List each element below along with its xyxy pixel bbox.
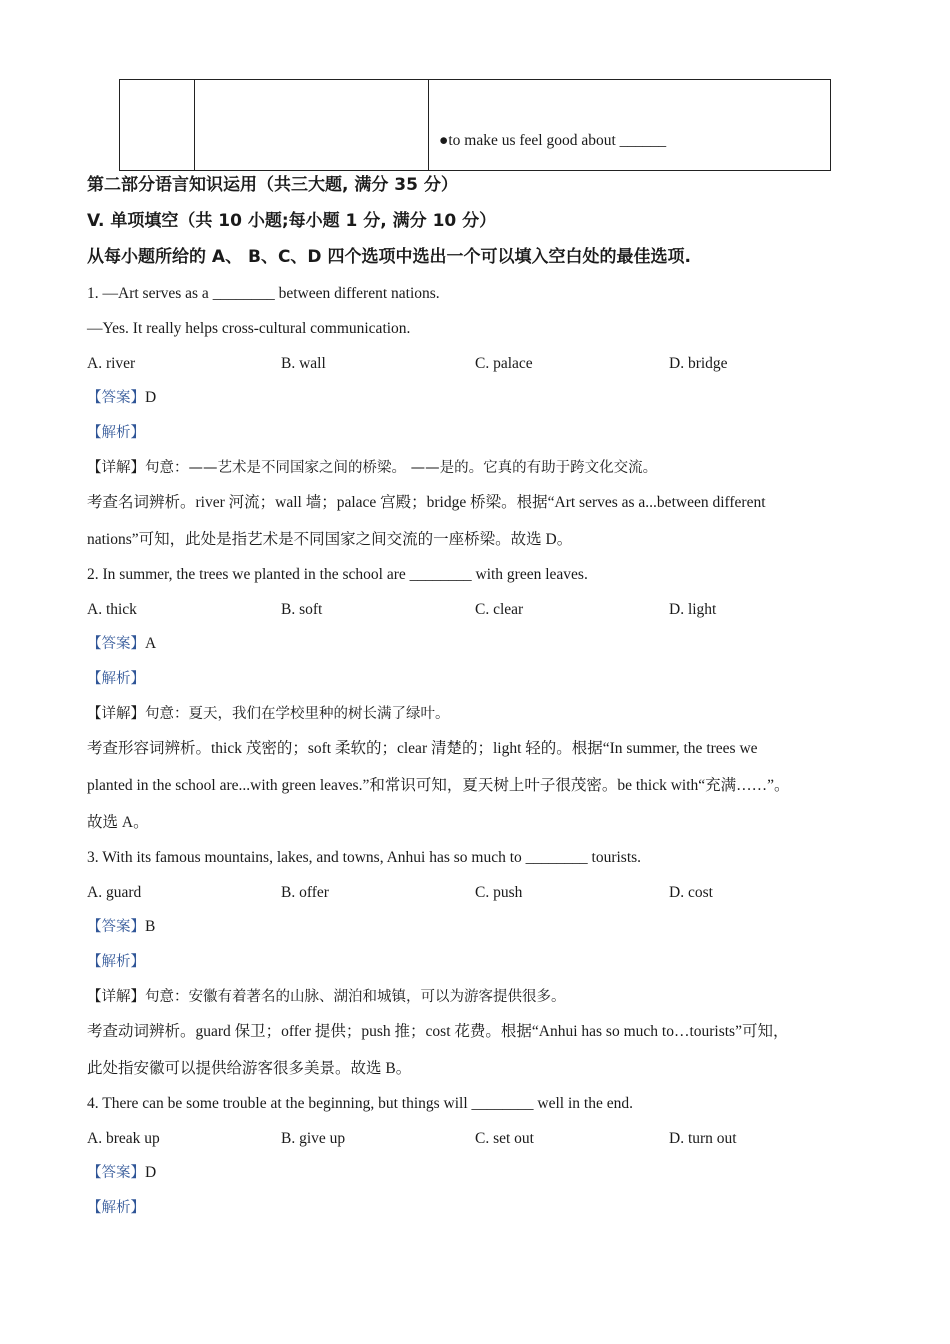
explain-line: planted in the school are...with green leaves.”和常识可知，夏天树上叶子很茂密。be thick with“充满……”。 <box>87 777 790 794</box>
option-a: A. guard <box>87 884 142 901</box>
table-cell <box>120 80 195 171</box>
option-b: B. wall <box>281 355 326 372</box>
answer-value: B <box>145 918 156 935</box>
continuation-table <box>119 79 831 171</box>
option-d: D. turn out <box>669 1130 737 1147</box>
analysis-label: 【解析】 <box>87 671 145 687</box>
analysis-label: 【解析】 <box>87 1200 145 1216</box>
question-stem: 3. With its famous mountains, lakes, and towns, Anhui has so much to ________ tourists. <box>87 849 642 866</box>
explain-line: 考查名词辨析。river 河流；wall 墙；palace 宫殿；bridge 桥梁。根据“Art serves as a...between different <box>87 494 766 511</box>
detail-label: 【详解】 <box>87 706 145 722</box>
question-stem: 2. In summer, the trees we planted in the school are ________ with green leaves. <box>87 566 588 583</box>
answer-line <box>87 388 156 408</box>
question-stem-reply: —Yes. It really helps cross-cultural communication. <box>87 320 411 337</box>
detail-text: 句意：夏天，我们在学校里种的树长满了绿叶。 <box>145 706 450 722</box>
detail-text: 句意：安徽有着著名的山脉、湖泊和城镇，可以为游客提供很多。 <box>145 989 566 1005</box>
option-b: B. offer <box>281 884 329 901</box>
option-d: D. bridge <box>669 355 728 372</box>
detail-label: 【详解】 <box>87 460 145 476</box>
explain-line: 此处指安徽可以提供给游客很多美景。故选 B。 <box>87 1060 412 1077</box>
answer-line <box>87 634 156 654</box>
option-d: D. cost <box>669 884 713 901</box>
answer-label: 【答案】 <box>87 390 145 406</box>
detail-line <box>87 704 450 724</box>
option-a: A. thick <box>87 601 137 618</box>
answer-value: D <box>145 389 157 406</box>
option-a: A. river <box>87 355 136 372</box>
answer-value: D <box>145 1164 157 1181</box>
section-heading: V. 单项填空（共 10 小题;每小题 1 分, 满分 10 分） <box>87 211 497 231</box>
option-c: C. push <box>475 884 523 901</box>
option-c: C. palace <box>475 355 533 372</box>
answer-line <box>87 917 155 937</box>
answer-label: 【答案】 <box>87 919 145 935</box>
question-stem: 1. —Art serves as a ________ between different nations. <box>87 285 440 302</box>
table-cell <box>195 80 429 171</box>
answer-label: 【答案】 <box>87 1165 145 1181</box>
answer-value: A <box>145 635 157 652</box>
option-b: B. give up <box>281 1130 346 1147</box>
part-heading: 第二部分语言知识运用（共三大题, 满分 35 分） <box>87 175 458 195</box>
explain-line: nations”可知，此处是指艺术是不同国家之间交流的一座桥梁。故选 D。 <box>87 531 573 548</box>
detail-line <box>87 987 566 1007</box>
explain-line: 考查形容词辨析。thick 茂密的；soft 柔软的；clear 清楚的；light 轻的。根据“In summer, the trees we <box>87 740 758 757</box>
question-stem: 4. There can be some trouble at the beginning, but things will ________ well in the end. <box>87 1095 633 1112</box>
option-b: B. soft <box>281 601 323 618</box>
option-a: A. break up <box>87 1130 160 1147</box>
detail-label: 【详解】 <box>87 989 145 1005</box>
answer-label: 【答案】 <box>87 636 145 652</box>
analysis-label: 【解析】 <box>87 425 145 441</box>
option-c: C. set out <box>475 1130 534 1147</box>
explain-line: 考查动词辨析。guard 保卫；offer 提供；push 推；cost 花费。根据“Anhui has so much to…tourists”可知， <box>87 1023 789 1040</box>
option-d: D. light <box>669 601 717 618</box>
option-c: C. clear <box>475 601 524 618</box>
analysis-label: 【解析】 <box>87 954 145 970</box>
answer-line <box>87 1163 156 1183</box>
detail-line <box>87 458 657 478</box>
table-cell-bullet: ●to make us feel good about ______ <box>429 80 831 171</box>
detail-text: 句意：——艺术是不同国家之间的桥梁。 ——是的。它真的有助于跨文化交流。 <box>145 460 658 476</box>
instruction: 从每小题所给的 A、 B、C、D 四个选项中选出一个可以填入空白处的最佳选项. <box>87 247 691 267</box>
explain-line: 故选 A。 <box>87 814 149 831</box>
